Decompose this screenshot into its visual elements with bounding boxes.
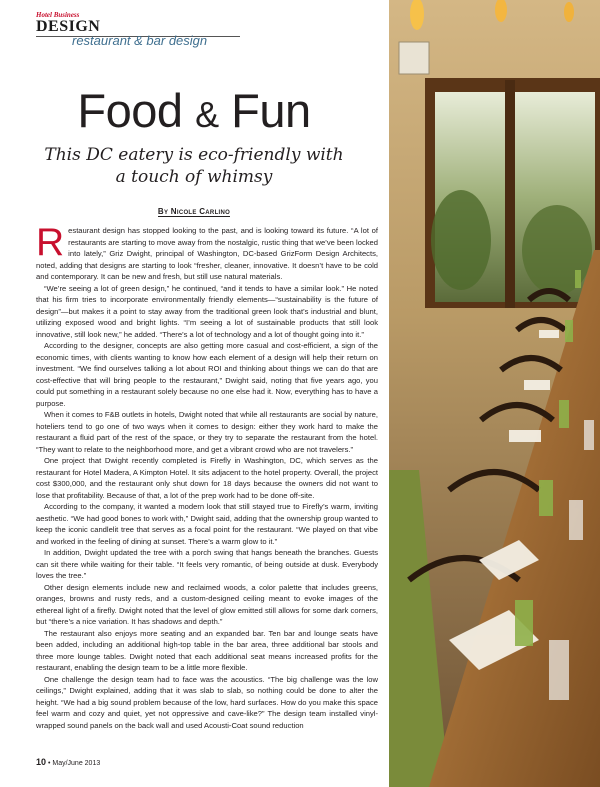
issue-date: • May/June 2013 — [47, 760, 101, 767]
paragraph: According to the designer, concepts are also getting more casual and cost-efficient, a sign of the economic times, with clients wanting to know how each element of a design will help their return on investment. “We find ourselves talking a lot about ROI and thinking about things we can do that are cost-effective that will bring people to the restaurant,” Dwight said, noting that five years ago, you could put something in a restaurant solely because no one else had it. Now, everything has to have a purpose. — [36, 341, 378, 408]
article-title — [0, 86, 388, 140]
article-body — [36, 225, 378, 752]
masthead-brand-design: DESIGN — [36, 18, 101, 35]
subtitle-line-1: This DC eatery is eco-friendly with — [44, 145, 344, 165]
drop-cap: R — [36, 225, 65, 264]
paragraph: One project that Dwight recently completed is Firefly in Washington, DC, which serves as the restaurant for Hotel Madera, A Kimpton Hotel. It sits adjacent to the hotel property. Overall, the project cost $300,000, and the restaurant only shut down for 18 days because the owners did not want to lose that profitability. Because of that, a lot of the prep work had to be done off-site. — [36, 456, 378, 500]
paragraph — [36, 225, 378, 283]
article-subtitle — [0, 144, 388, 188]
paragraph: The restaurant also enjoys more seating and an expanded bar. Ten bar and lounge seats have been added, including an additional high-top table in the bar area, three additional bar stools and three more lounge tables. Dwight noted that each additional seat means increased profits for the restaurant, enabling the design team to be a little more flexible. — [36, 628, 378, 672]
title-part-1: Food — [77, 84, 183, 137]
restaurant-photo — [389, 0, 600, 787]
page-folio — [36, 757, 100, 767]
title-part-2: Fun — [231, 84, 311, 137]
paragraph: One challenge the design team had to face was the acoustics. “The big challenge was the low ceilings,” Dwight explained, adding that it was slab to slab, so nothing could be done to alter the height. “We had a big sound problem because of the low, hard surfaces. How do you make this space feel warm and cozy and quiet, yet not oppressive and cave-like?” The design team installed vinyl-wrapped sound panels on the back wall and used Acousti-Coat sound reduction — [36, 674, 378, 730]
paragraph: “We’re seeing a lot of green design,” he continued, “and it tends to have a similar look.” He noted that his firm tries to incorporate environmentally friendly elements—“sustainability is the future of design”—but makes it a point to stay away from the traditional green look that’s industrial and blunt, utilizing exposed wood and bright lights. “I’m seeing a lot of sustainable products that still look innovative, still look new,” he added. “There’s a lot of technology and a lot of thought going into it.” — [36, 283, 378, 339]
byline-text: By Nicole Carlino — [157, 207, 231, 216]
speaker-icon — [399, 42, 429, 74]
subtitle-line-2: a touch of whimsy — [115, 167, 273, 187]
pendant-light-icon — [564, 2, 574, 22]
paragraph: Other design elements include new and reclaimed woods, a color palette that includes greens, oranges, browns and rusty reds, and a custom-designed ceiling meant to evoke images of the ethereal light of a firefly. Dwight noted that the level of glow emitted still allows for some dark corners, but “there’s a nice variation. It has shadows and depth.” — [36, 582, 378, 626]
section-label: restaurant & bar design — [72, 33, 208, 48]
byline — [0, 207, 388, 216]
title-ampersand: & — [195, 94, 219, 135]
paragraph: In addition, Dwight updated the tree with a porch swing that hangs beneath the branches. Guests can sit there while waiting for their table. “It feels very romantic, of being outside at dusk. Everybody loves the tree.” — [36, 548, 378, 580]
paragraph-text: estaurant design has stopped looking to the past, and is looking toward its future. “A lot of restaurants are starting to move away from the nostalgic, rustic thing that we’ve been locked into lately,” Griz Dwight, principal of Washington, DC-based GrizForm Design Architects, noted, adding that designs are starting to look “fresher, cleaner, innovative. It doesn’t have to be cold and contemporary. It can be new and fresh, but still use natural materials. — [36, 226, 378, 281]
page-number: 10 — [36, 757, 47, 767]
masthead-brand-small: Hotel Business — [36, 11, 80, 19]
paragraph: According to the company, it wanted a modern look that still stayed true to Firefly’s warm, inviting aesthetic. “We had good bones to work with,” Dwight said, adding that the ownership group wanted to keep the iconic candlelit tree that serves as a focal point for the restaurant. “We played on that vibe and worked in the feeling of dining at sunset. There’s a warm glow to it.” — [36, 502, 378, 546]
paragraph: When it comes to F&B outlets in hotels, Dwight noted that while all restaurants are social by nature, hoteliers tend to go one of two ways when it comes to design: either they work hard to make the restaurant a fluid part of the rest of the space, or they try to separate the restaurant from the hotel. “They want to relate to the neighborhood more, and get a vibrant crowd who are not travelers.” — [36, 410, 378, 454]
restaurant-photo-illustration — [389, 0, 600, 787]
